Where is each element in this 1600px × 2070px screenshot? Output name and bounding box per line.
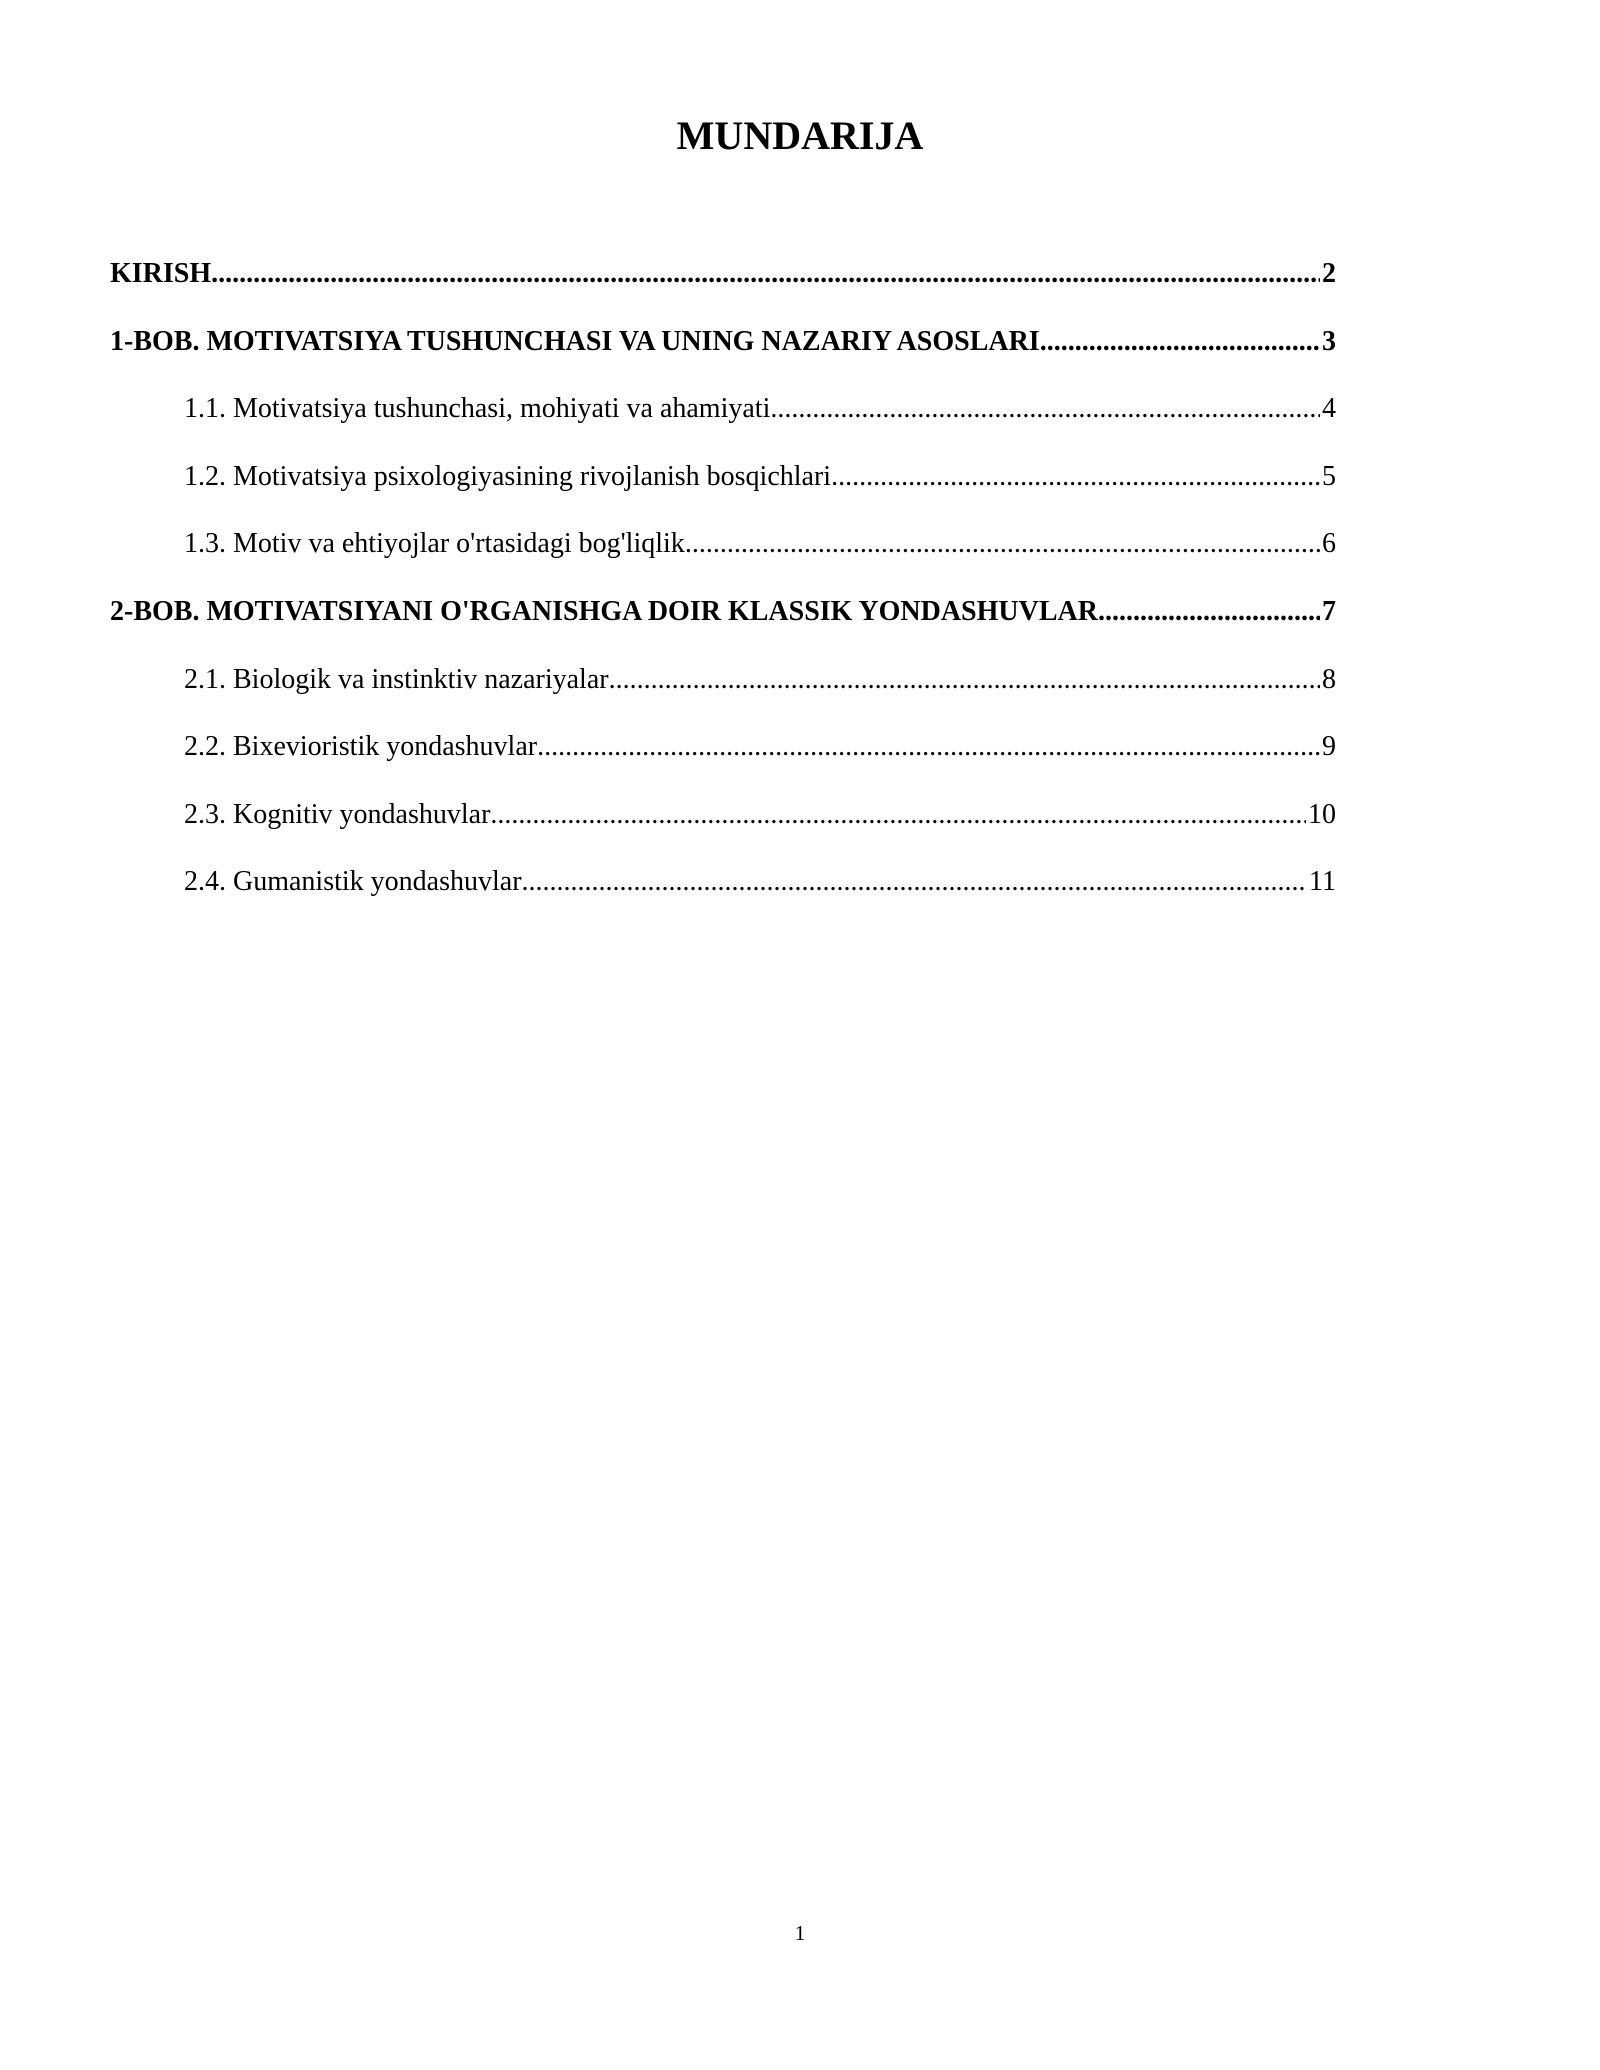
toc-page-number: 4	[1322, 393, 1336, 425]
toc-entry-title: 2.3. Kognitiv yondashuvlar	[184, 798, 491, 830]
toc-page-number: 11	[1309, 866, 1336, 898]
toc-page-number: 5	[1322, 460, 1336, 492]
toc-entry-section-2-2[interactable]	[110, 723, 1336, 791]
table-of-contents	[110, 250, 1336, 926]
toc-dot-leader	[831, 453, 1320, 501]
toc-entry-title: KIRISH	[110, 258, 212, 289]
toc-dot-leader	[685, 520, 1320, 568]
toc-dot-leader	[490, 791, 1306, 839]
toc-entry-kirish[interactable]	[110, 250, 1336, 318]
toc-entry-title: 2.4. Gumanistik yondashuvlar	[184, 866, 522, 898]
toc-page-number: 9	[1322, 731, 1336, 763]
toc-dot-leader	[522, 858, 1308, 906]
toc-page-number: 3	[1322, 325, 1336, 357]
toc-dot-leader	[1098, 588, 1320, 636]
toc-entry-title: 2.1. Biologik va instinktiv nazariyalar	[184, 663, 609, 695]
toc-entry-title: 1.2. Motivatsiya psixologiyasining rivojlanish bosqichlari	[184, 460, 832, 492]
page-title: MUNDARIJA	[676, 113, 924, 158]
toc-entry-section-1-1[interactable]	[110, 385, 1336, 453]
toc-entry-section-2-3[interactable]	[110, 791, 1336, 859]
toc-entry-section-1-2[interactable]	[110, 453, 1336, 521]
toc-entry-section-2-1[interactable]	[110, 656, 1336, 724]
toc-page-number: 6	[1322, 528, 1336, 560]
toc-entry-title: 1-BOB. MOTIVATSIYA TUSHUNCHASI VA UNING NAZARIY ASOSLARI	[110, 325, 1040, 357]
toc-page-number: 10	[1308, 798, 1336, 830]
toc-dot-leader	[1040, 318, 1320, 366]
toc-entry-title: 1.1. Motivatsiya tushunchasi, mohiyati va ahamiyati	[184, 393, 771, 425]
toc-dot-leader	[770, 385, 1320, 433]
toc-entry-chapter-2[interactable]	[110, 588, 1336, 656]
toc-entry-title: 1.3. Motiv va ehtiyojlar o'rtasidagi bog'liqlik	[184, 528, 685, 560]
toc-page-number: 2	[1322, 258, 1336, 289]
toc-entry-section-1-3[interactable]	[110, 520, 1336, 588]
page-number: 1	[794, 1921, 806, 1945]
toc-entry-title: 2-BOB. MOTIVATSIYANI O'RGANISHGA DOIR KLASSIK YONDASHUVLAR	[110, 595, 1098, 627]
toc-dot-leader	[537, 723, 1320, 771]
toc-page-number: 8	[1322, 663, 1336, 695]
toc-entry-title: 2.2. Bixevioristik yondashuvlar	[184, 731, 538, 763]
toc-entry-chapter-1[interactable]	[110, 318, 1336, 386]
toc-dot-leader	[609, 656, 1320, 704]
toc-dot-leader	[211, 250, 1320, 298]
toc-page-number: 7	[1322, 595, 1336, 627]
toc-entry-section-2-4[interactable]	[110, 858, 1336, 926]
